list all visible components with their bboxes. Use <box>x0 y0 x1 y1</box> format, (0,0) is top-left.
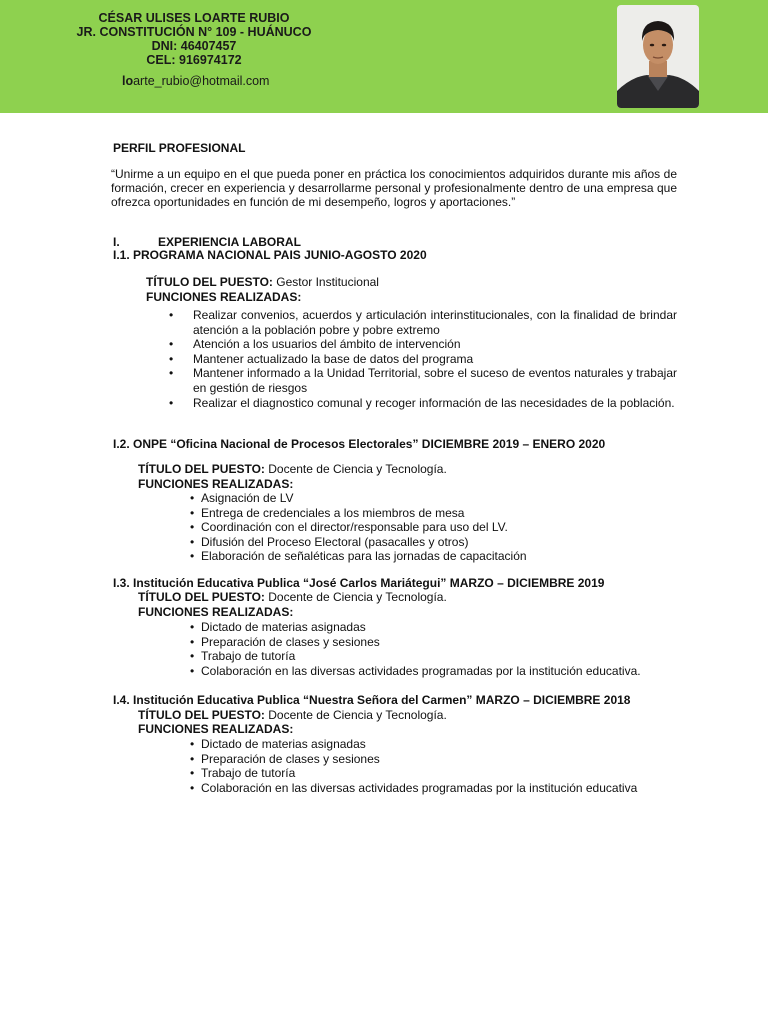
job-title-line <box>146 275 379 289</box>
job-functions-list <box>169 308 677 410</box>
job-title-label: TÍTULO DEL PUESTO: <box>138 590 265 604</box>
job-functions-label: FUNCIONES REALIZADAS: <box>138 605 294 619</box>
list-item: • Asignación de LV <box>190 491 670 506</box>
job-heading: I.1. PROGRAMA NACIONAL PAIS JUNIO-AGOSTO 2020 <box>113 248 427 262</box>
list-item: • Dictado de materias asignadas <box>190 737 690 752</box>
candidate-name: CÉSAR ULISES LOARTE RUBIO <box>98 11 290 25</box>
list-item: • Entrega de credenciales a los miembros de mesa <box>190 506 670 521</box>
job-heading: I.3. Institución Educativa Publica “José Carlos Mariátegui” MARZO – DICIEMBRE 2019 <box>113 576 605 590</box>
candidate-dni: DNI: 46407457 <box>151 39 237 53</box>
contact-block <box>52 11 336 67</box>
list-item: • Difusión del Proceso Electoral (pasacalles y otros) <box>190 535 670 550</box>
job-title-line <box>138 462 447 476</box>
list-item: • Colaboración en las diversas actividades programadas por la institución educativa. <box>190 664 690 679</box>
list-item: • Elaboración de señaléticas para las jornadas de capacitación <box>190 549 670 564</box>
job-title-value: Docente de Ciencia y Tecnología. <box>264 590 447 604</box>
list-item: • Atención a los usuarios del ámbito de intervención <box>169 337 677 352</box>
list-item: • Mantener informado a la Unidad Territorial, sobre el suceso de eventos naturales y trabajar en gestión de riesgos <box>169 366 677 395</box>
job-title-line <box>138 590 447 604</box>
job-functions-label: FUNCIONES REALIZADAS: <box>138 477 294 491</box>
profile-photo <box>617 5 699 108</box>
job-title-label: TÍTULO DEL PUESTO: <box>138 462 265 476</box>
job-title-label: TÍTULO DEL PUESTO: <box>138 708 265 722</box>
list-item: • Trabajo de tutoría <box>190 649 690 664</box>
profile-section-title: PERFIL PROFESIONAL <box>113 141 246 155</box>
list-item: • Mantener actualizado la base de datos del programa <box>169 352 677 367</box>
section-number: I. <box>113 235 120 249</box>
job-functions-list <box>190 620 690 678</box>
candidate-email[interactable] <box>122 74 269 88</box>
list-item: • Preparación de clases y sesiones <box>190 752 690 767</box>
job-heading: I.4. Institución Educativa Publica “Nuestra Señora del Carmen” MARZO – DICIEMBRE 2018 <box>113 693 631 707</box>
job-title-value: Gestor Institucional <box>272 275 379 289</box>
job-functions-label: FUNCIONES REALIZADAS: <box>146 290 302 304</box>
list-item: • Trabajo de tutoría <box>190 766 690 781</box>
candidate-address: JR. CONSTITUCIÓN N° 109 - HUÁNUCO <box>76 25 312 39</box>
job-functions-list <box>190 737 690 795</box>
candidate-phone: CEL: 916974172 <box>146 53 242 67</box>
email-rest-part: arte_rubio@hotmail.com <box>133 74 270 88</box>
job-functions-label: FUNCIONES REALIZADAS: <box>138 722 294 736</box>
list-item: • Dictado de materias asignadas <box>190 620 690 635</box>
list-item: • Realizar el diagnostico comunal y recoger información de las necesidades de la población. <box>169 396 677 411</box>
profile-summary: “Unirme a un equipo en el que pueda poner en práctica los conocimientos adquiridos durante mis años de formación, crecer en experiencia y desarrollarme personal y profesionalmente dentro de una empresa que ofrezca oportunidades en función de mi desempeño, logros y aportaciones.” <box>111 167 677 209</box>
header-band <box>0 0 768 113</box>
email-bold-part: lo <box>122 74 134 88</box>
list-item: • Coordinación con el director/responsable para uso del LV. <box>190 520 670 535</box>
job-title-value: Docente de Ciencia y Tecnología. <box>264 708 447 722</box>
list-item: • Realizar convenios, acuerdos y articulación interinstitucionales, con la finalidad de brindar atención a la población pobre y pobre extremo <box>169 308 677 337</box>
job-heading: I.2. ONPE “Oficina Nacional de Procesos Electorales” DICIEMBRE 2019 – ENERO 2020 <box>113 437 606 451</box>
job-title-value: Docente de Ciencia y Tecnología. <box>264 462 447 476</box>
list-item: • Colaboración en las diversas actividades programadas por la institución educativa <box>190 781 690 796</box>
job-title-label: TÍTULO DEL PUESTO: <box>146 275 273 289</box>
job-title-line <box>138 708 447 722</box>
job-functions-list <box>190 491 670 564</box>
section-title: EXPERIENCIA LABORAL <box>158 235 301 249</box>
list-item: • Preparación de clases y sesiones <box>190 635 690 650</box>
